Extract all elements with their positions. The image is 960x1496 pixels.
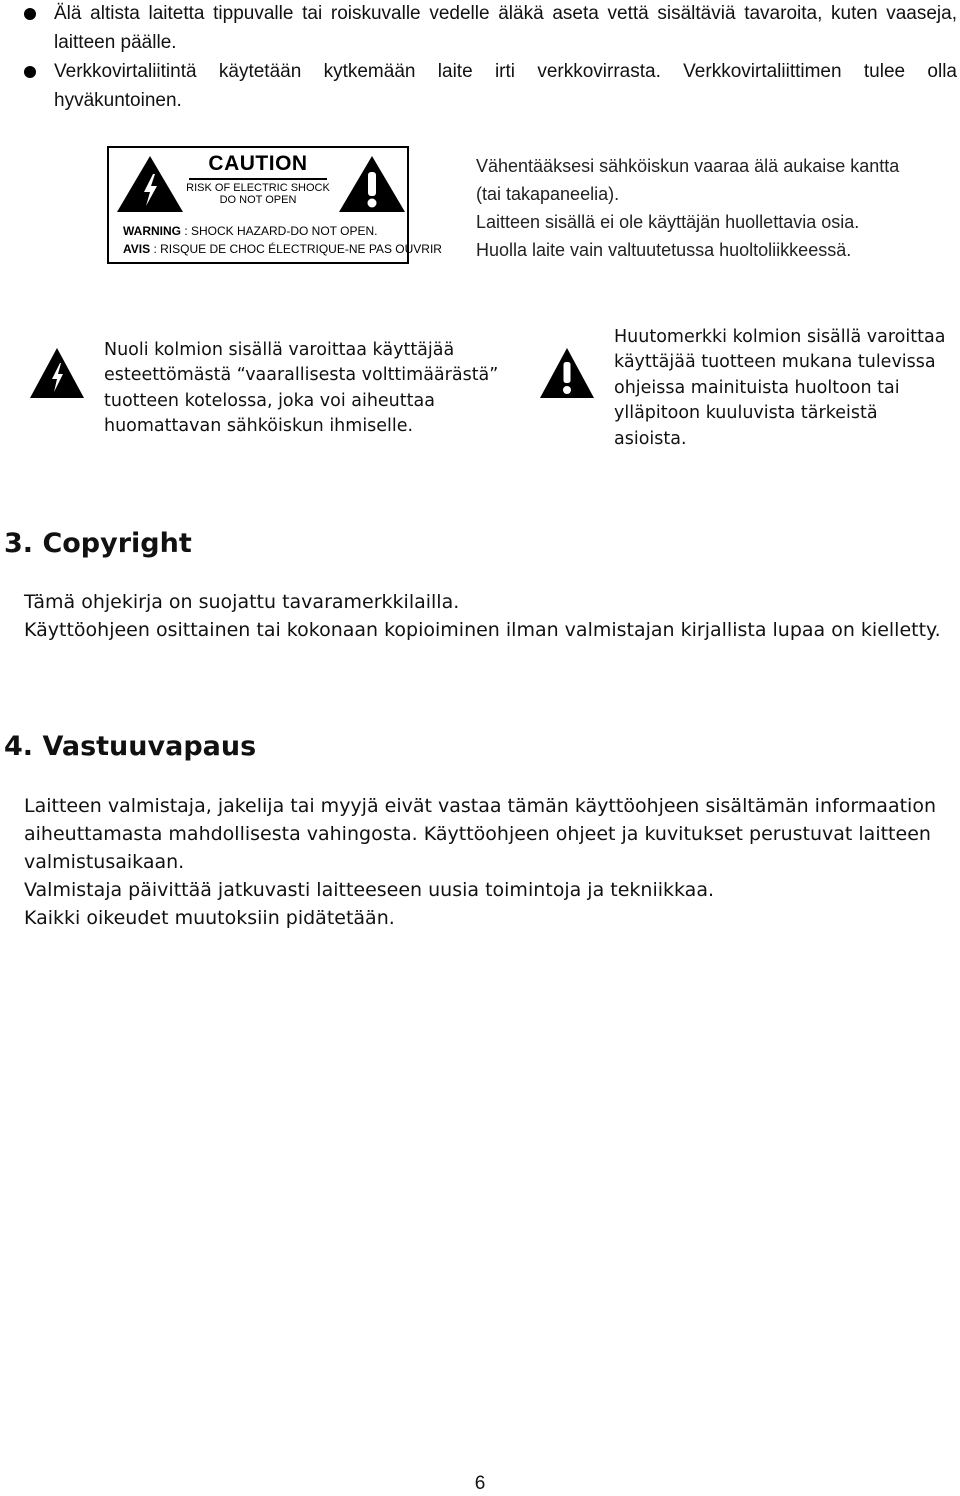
risk-line-1: RISK OF ELECTRIC SHOCK [186,182,330,194]
bullet-line: Verkkovirtaliitintä käytetään kytkemään laite irti verkkovirrasta. Verkkovirtaliittimen tulee olla [54,61,957,82]
bullet-text [54,58,957,115]
caution-title: CAUTION [208,152,308,175]
lightning-explanation-line: esteettömästä “vaarallisesta volttimäärästä” [104,365,499,386]
exclamation-explanation-line: ohjeissa mainituista huoltoon tai [614,377,900,398]
warning-line [123,224,377,238]
caution-label [107,146,442,264]
caution-description-line: Laitteen sisällä ei ole käyttäjän huollettavia osia. [476,212,860,232]
lightning-symbol-explanation [104,338,498,440]
lightning-explanation-line: Nuoli kolmion sisällä varoittaa käyttäjää [104,340,455,360]
bullet-text [54,0,957,57]
warning-key: WARNING [123,224,181,238]
caution-description-line: Vähentääksesi sähköiskun vaaraa älä aukaise kantta [476,156,900,176]
bullet-line: hyväkuntoinen. [54,89,182,111]
disclaimer-line: valmistusaikaan. [24,851,185,873]
disclaimer-line: Valmistaja päivittää jatkuvasti laitteeseen uusia toimintoja ja tekniikkaa. [24,879,715,901]
avis-text: : RISQUE DE CHOC ÉLECTRIQUE-NE PAS OUVRIR [150,242,442,256]
copyright-text [24,588,959,644]
warning-text: : SHOCK HAZARD-DO NOT OPEN. [181,224,378,238]
lightning-explanation-line: huomattavan sähköiskun ihmiselle. [104,416,414,437]
disclaimer-line: aiheuttamasta mahdollisesta vahingosta. Käyttöohjeen ohjeet ja kuvitukset perustuvat laitteen [24,823,931,845]
bullet-dot-icon [24,66,36,78]
exclamation-explanation-line: Huutomerkki kolmion sisällä varoittaa [614,327,946,347]
disclaimer-text [24,792,959,932]
exclamation-explanation-line: käyttäjää tuotteen mukana tulevissa [614,352,936,373]
copyright-line: Tämä ohjekirja on suojattu tavaramerkkilailla. [24,591,460,613]
disclaimer-line: Kaikki oikeudet muutoksiin pidätetään. [24,907,395,929]
bullet-line: laitteen päälle. [54,31,177,53]
lightning-explanation-line: tuotteen kotelossa, joka voi aiheuttaa [104,390,435,411]
caution-description [476,152,956,264]
page-number: 6 [474,1473,486,1494]
caution-divider [189,178,327,180]
bullet-dot-icon [24,8,36,20]
caution-description-line: (tai takapaneelia). [476,184,620,204]
exclamation-explanation-line: ylläpitoon kuuluvista tärkeistä [614,403,878,424]
exclamation-triangle-icon [538,346,596,400]
disclaimer-line: Laitteen valmistaja, jakelija tai myyjä eivät vastaa tämän käyttöohjeen sisältämän informaation [24,795,936,817]
copyright-heading: 3. Copyright [4,528,192,559]
exclamation-explanation-line: asioista. [614,428,687,449]
disclaimer-heading: 4. Vastuuvapaus [4,731,257,762]
caution-description-line: Huolla laite vain valtuutetussa huoltoliikkeessä. [476,240,852,260]
avis-line [123,242,442,256]
bullet-line: Älä altista laitetta tippuvalle tai roiskuvalle vedelle äläkä aseta vettä sisältäviä tavaroita, kuten vaaseja, [54,3,957,24]
avis-key: AVIS [123,242,151,256]
exclamation-symbol-explanation [614,325,945,452]
lightning-triangle-icon [28,346,86,400]
copyright-line: Käyttöohjeen osittainen tai kokonaan kopioiminen ilman valmistajan kirjallista lupaa on kielletty. [24,619,941,641]
risk-line-2: DO NOT OPEN [219,194,297,206]
